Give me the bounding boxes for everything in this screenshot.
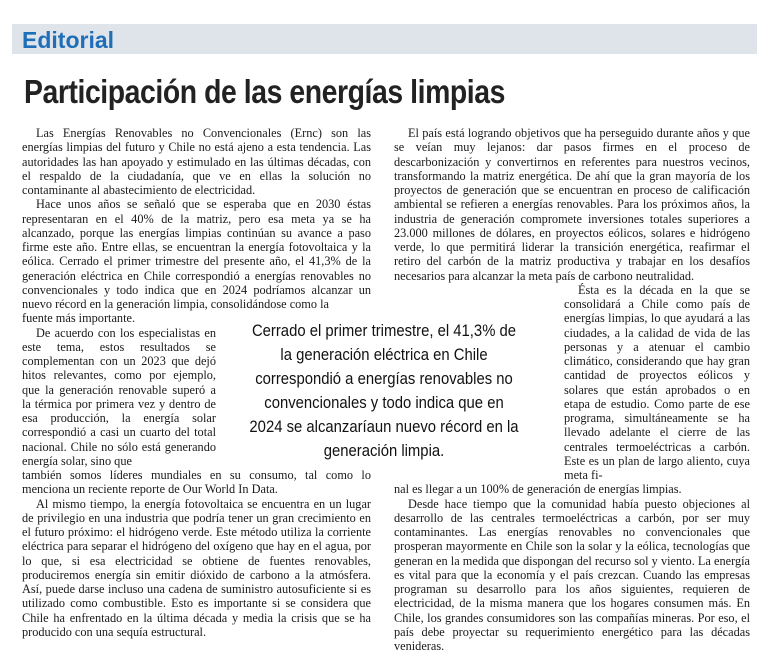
section-bar (12, 24, 757, 54)
right-paragraph-3: Desde hace tiempo que la comunidad había puesto objeciones al desarrollo de las centrales termoeléctricas a carbón, por ser muy contaminantes. Las energías renovables no convencionales que prosperan mayormente en Chile son la solar y la eólica, tecnologías que generan en la medida que dispongan del recurso sol y viento. La energía es vital para que la economía y el país crezcan. Cuando las empresas programan su desarrollo para los años siguientes, requieren de electricidad, de la misma manera que los hogares consumen más. En Chile, los grandes consumidores son las compañías mineras. Por eso, el país debe proyectar su requerimiento energético para las décadas venideras. (394, 496, 750, 653)
pull-quote: Cerrado el primer trimestre, el 41,3% de la generación eléctrica en Chile correspondió a energías renovables no convencionales y todo indica que en 2024 se alcanzaríaun nuevo récord en la generación limpia. (249, 322, 519, 460)
right-paragraph-2-end: nal es llegar a un 100% de generación de energías limpias. (394, 482, 682, 497)
section-label: Editorial (22, 27, 115, 53)
left-paragraph-2: Hace unos años se señaló que se esperaba que en 2030 éstas representaran en el 40% de la matriz, pero esa meta ya se ha alcanzado, porque las energías limpias continúan su avance a paso firme este año. Entre ellas, se encuentran la energía fotovoltaica y la eólica. Cerrado el primer trimestre del presente año, el 41,3% de la generación eléctrica en Chile correspondió a energías renovables no convencionales y todo indica que en 2024 podríamos alcanzar un nuevo récord en la generación limpia, consolidándose como la (22, 197, 371, 311)
left-paragraph-3: De acuerdo con los especialistas en este tema, estos resultados se complementan con un 2023 que dejó hitos relevantes, como por ejemplo, que la generación renovable superó a la térmica por primera vez y dentro de esa producción, la energía solar correspondió a casi un cuarto del total nacional. Chile no sólo está generando energía solar, sino que (22, 325, 216, 468)
left-paragraph-3-end: también somos líderes mundiales en su consumo, tal como lo menciona un reciente reporte de Our World In Data. (22, 468, 371, 497)
right-paragraph-2: Ésta es la década en la que se consolidará a Chile como país de energías limpias, lo que ayudará a las ciudades, a la calidad de vida de las personas y a atenuar el cambio climático, considerando que hay gran cantidad de proyectos eólicos y solares que están aprobados o en etapa de estudio. Como parte de ese programa, simultáneamente se ha llevado adelante el cierre de las centrales termoeléctricas a carbón. Este es un plan de largo aliento, cuya meta fi- (564, 282, 750, 482)
left-paragraph-1: Las Energías Renovables no Convencionales (Ernc) son las energías limpias del futuro y Chile no está ajeno a esta tendencia. Las autoridades las han apoyado y estimulado en las últimas décadas, con el respaldo de la ciudadanía, que ve en ellas la solución no contaminante al abastecimiento de electricidad. (22, 126, 371, 197)
headline: Participación de las energías limpias (24, 73, 505, 110)
right-paragraph-1: El país está logrando objetivos que ha perseguido durante años y que se veían muy lejanos: dar pasos firmes en el proceso de descarbonización y convertirnos en referentes para nuestros vecinos, transformando la matriz energética. De ahí que la gran mayoría de los proyectos de generación que se encuentran en proceso de calificación ambiental se refieren a energías renovables. Para los próximos años, la industria de generación compromete inversiones totales superiores a 23.000 millones de dólares, en proyectos eólicos, solares e hidrógeno verde, lo que permitirá liderar la transición energética, reafirmar el retiro del carbón de la matriz productiva y trabajar en los desafíos necesarios para alcanzar la meta país de carbono neutralidad. (394, 126, 750, 283)
left-paragraph-2-end: fuente más importante. (22, 311, 136, 326)
left-paragraph-4: Al mismo tiempo, la energía fotovoltaica se encuentra en un lugar de privilegio en una industria que podría tener un gran crecimiento en el futuro próximo: el hidrógeno verde. Este método utiliza la corriente eléctrica para separar el hidrógeno del oxígeno que hay en el agua, por lo que, si esa electricidad se obtiene de fuentes renovables, produciremos energía sin emitir dióxido de carbono a la atmósfera. Así, puede darse incluso una cadena de suministro autosuficiente si es utilizado como combustible. Esto es importante si se considera que Chile ha enfrentado en la última década y media la crisis que se ha producido con una sequía estructural. (22, 496, 371, 639)
